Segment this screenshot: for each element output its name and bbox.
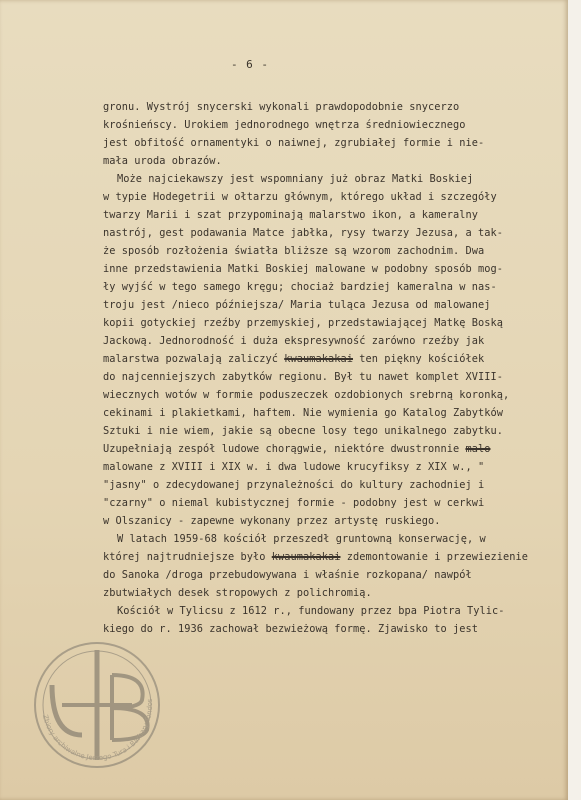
text-line: wiecznych wotów w formie poduszeczek ozdobionych srebrną koronką, [103, 389, 510, 401]
text-line: "jasny" o zdecydowanej przynależności do kultury zachodniej i [103, 479, 485, 491]
struck-word: malo [465, 443, 491, 455]
text-line: że sposób rozłożenia światła bliższe są wzorom zachodnim. Dwa [103, 245, 485, 257]
text-line: Uzupełniają zespół ludowe chorągwie, niektóre dwustronnie malo [103, 443, 491, 455]
text-line: twarzy Marii i szat przypominają malarstwo ikon, a kameralny [103, 209, 478, 221]
page-edge [568, 0, 581, 800]
text-line: cekinami i plakietkami, haftem. Nie wymienia go Katalog Zabytków [103, 407, 503, 419]
archive-stamp [12, 630, 182, 780]
text-line: troju jest /nieco późniejsza/ Maria tuląca Jezusa od malowanej [103, 299, 491, 311]
text-line: nastrój, gest podawania Matce jabłka, rysy twarzy Jezusa, a tak- [103, 227, 503, 239]
text-line: której najtrudniejsze było kwaumakakai zdemontowanie i przewiezienie [103, 551, 528, 563]
archive-stamp-caption-ring [12, 630, 182, 780]
struck-word: kwaumakakai [271, 551, 341, 563]
text-line: Kościół w Tylicsu z 1612 r., fundowany przez bpa Piotra Tylic- [117, 605, 505, 617]
text-line: Sztuki i nie wiem, jakie są obecne losy tego unikalnego zabytku. [103, 425, 503, 437]
archive-stamp-caption: Zbiory archiwalne Jerzego Tura i Barbary Tondos [40, 698, 155, 763]
text-line: malowane z XVIII i XIX w. i dwa ludowe krucyfiksy z XIX w., " [103, 461, 485, 473]
text-line: Jackową. Jednorodność i duża ekspresywność zarówno rzeźby jak [103, 335, 485, 347]
struck-word: kwaumakakai [284, 353, 353, 365]
text-line: zbutwiałych desek stropowych z polichromią. [103, 587, 372, 599]
text-line: do najcenniejszych zabytków regionu. Był tu nawet komplet XVIII- [103, 371, 503, 383]
body-text [103, 98, 558, 638]
text-line: malarstwa pozwalają zaliczyć kwaumakakai ten piękny kościółek [103, 353, 485, 365]
text-line: w typie Hodegetrii w ołtarzu głównym, którego układ i szczegóły [103, 191, 497, 203]
text-line: W latach 1959-68 kościół przeszedł gruntowną konserwację, w [117, 533, 486, 545]
svg-text:Zbiory archiwalne Jerzego Tura [41, 698, 154, 762]
text-line: ły wyjść w tego samego kręgu; chociaż bardziej kameralna w nas- [103, 281, 497, 293]
text-line: gronu. Wystrój snycerski wykonali prawdopodobnie snycerzo [103, 101, 460, 113]
text-line: kopii gotyckiej rzeźby przemyskiej, przedstawiającej Matkę Boską [103, 317, 503, 329]
text-line: do Sanoka /droga przebudowywana i właśnie rozkopana/ nawpół [103, 569, 472, 581]
text-line: jest obfitość ornamentyki o naiwnej, zgrubiałej formie i nie- [103, 137, 485, 149]
text-line: w Olszanicy - zapewne wykonany przez artystę ruskiego. [103, 515, 441, 527]
text-line: inne przedstawienia Matki Boskiej malowane w podobny sposób mog- [103, 263, 503, 275]
text-line: krośnieńscy. Urokiem jednorodnego wnętrza średniowiecznego [103, 119, 466, 131]
text-line: kiego do r. 1936 zachował bezwieżową formę. Zjawisko to jest [103, 623, 478, 635]
text-line: "czarny" o niemal kubistycznej formie - podobny jest w cerkwi [103, 497, 485, 509]
text-line: mała uroda obrazów. [103, 155, 222, 167]
page-number: - 6 - [230, 58, 270, 71]
text-line: Może najciekawszy jest wspomniany już obraz Matki Boskiej [117, 173, 474, 185]
